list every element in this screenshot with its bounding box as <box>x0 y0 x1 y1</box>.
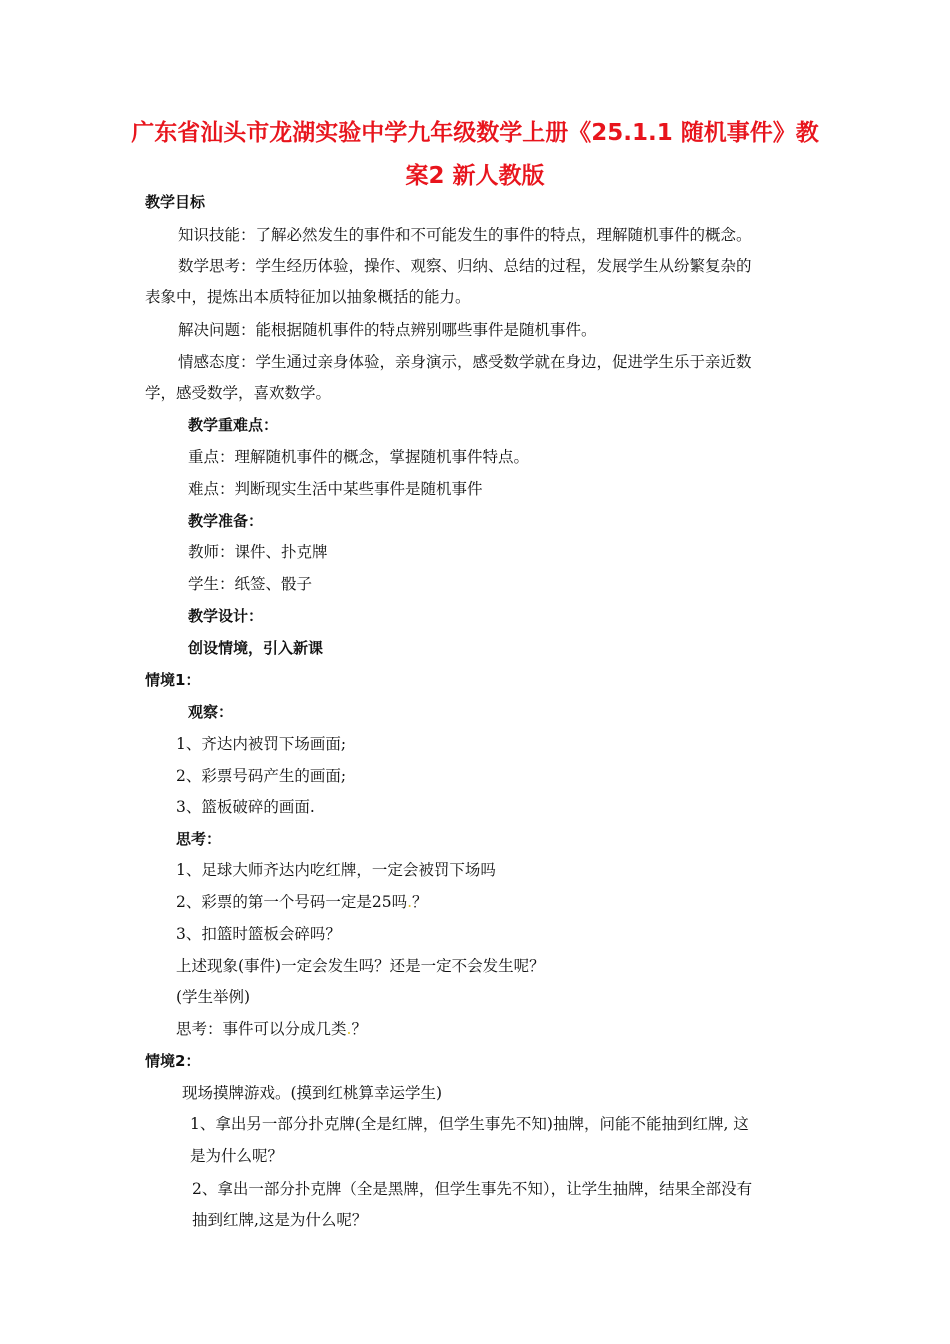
objective-emotion-line2: 学，感受数学，喜欢数学。 <box>145 384 332 402</box>
student-examples: (学生举例) <box>176 988 251 1006</box>
key-point-difficulty: 难点：判断现实生活中某些事件是随机事件 <box>188 480 483 498</box>
objectives-heading: 教学目标 <box>145 193 206 211</box>
scenario2-item1-line1: 1、拿出另一部分扑克牌(全是红牌，但学生事先不知)抽牌，问能不能抽到红牌, 这 <box>190 1115 749 1133</box>
scenario2-item2-line1: 2、拿出一部分扑克牌（全是黑牌，但学生事先不知），让学生抽牌，结果全部没有 <box>192 1180 753 1198</box>
think-item-3: 3、扣篮时篮板会碎吗？ <box>176 925 341 943</box>
preparation-heading: 教学准备： <box>188 512 264 530</box>
think-classify-mark: ？ <box>351 1020 367 1038</box>
think-item-2: 2、彩票的第一个号码一定是25吗.？ <box>176 893 428 911</box>
design-intro: 创设情境，引入新课 <box>188 639 324 657</box>
observe-heading: 观察： <box>188 703 234 721</box>
scenario1-heading: 情境1： <box>145 671 201 689</box>
document-title: 广东省汕头市龙湖实验中学九年级数学上册《25.1.1 随机事件》教案2 新人教版 <box>131 120 819 189</box>
objective-knowledge: 知识技能：了解必然发生的事件和不可能发生的事件的特点，理解随机事件的概念。 <box>178 226 752 244</box>
think-classify-text: 思考：事件可以分成几类 <box>176 1020 347 1038</box>
think-item-2-text: 2、彩票的第一个号码一定是25吗 <box>176 893 408 911</box>
scenario1-question: 上述现象(事件)一定会发生吗？还是一定不会发生呢？ <box>176 957 545 975</box>
scenario2-item1-line2: 是为什么呢？ <box>190 1147 284 1165</box>
scenario2-game: 现场摸牌游戏。(摸到红桃算幸运学生) <box>182 1084 443 1102</box>
objective-thinking-line2: 表象中，提炼出本质特征加以抽象概括的能力。 <box>145 288 471 306</box>
observe-item-1: 1、齐达内被罚下场画面; <box>176 735 347 753</box>
scenario2-item2-line2: 抽到红牌,这是为什么呢？ <box>192 1211 368 1229</box>
think-heading: 思考： <box>176 830 222 848</box>
observe-item-3: 3、篮板破碎的画面. <box>176 798 315 816</box>
think-item-2-mark: ？ <box>412 893 428 911</box>
observe-item-2: 2、彩票号码产生的画面; <box>176 767 347 785</box>
objective-thinking-line1: 数学思考：学生经历体验，操作、观察、归纳、总结的过程，发展学生从纷繁复杂的 <box>178 257 752 275</box>
preparation-student: 学生：纸签、骰子 <box>188 575 313 593</box>
objective-emotion-line1: 情感态度：学生通过亲身体验，亲身演示，感受数学就在身边，促进学生乐于亲近数 <box>178 353 752 371</box>
objective-problem: 解决问题：能根据随机事件的特点辨别哪些事件是随机事件。 <box>178 321 597 339</box>
think-classify: 思考：事件可以分成几类.？ <box>176 1020 367 1038</box>
design-heading: 教学设计： <box>188 607 264 625</box>
key-points-heading: 教学重难点： <box>188 416 279 434</box>
think-item-1: 1、足球大师齐达内吃红牌，一定会被罚下场吗 <box>176 861 496 879</box>
key-point-focus: 重点：理解随机事件的概念，掌握随机事件特点。 <box>188 448 530 466</box>
preparation-teacher: 教师：课件、扑克牌 <box>188 543 328 561</box>
scenario2-heading: 情境2： <box>145 1052 201 1070</box>
